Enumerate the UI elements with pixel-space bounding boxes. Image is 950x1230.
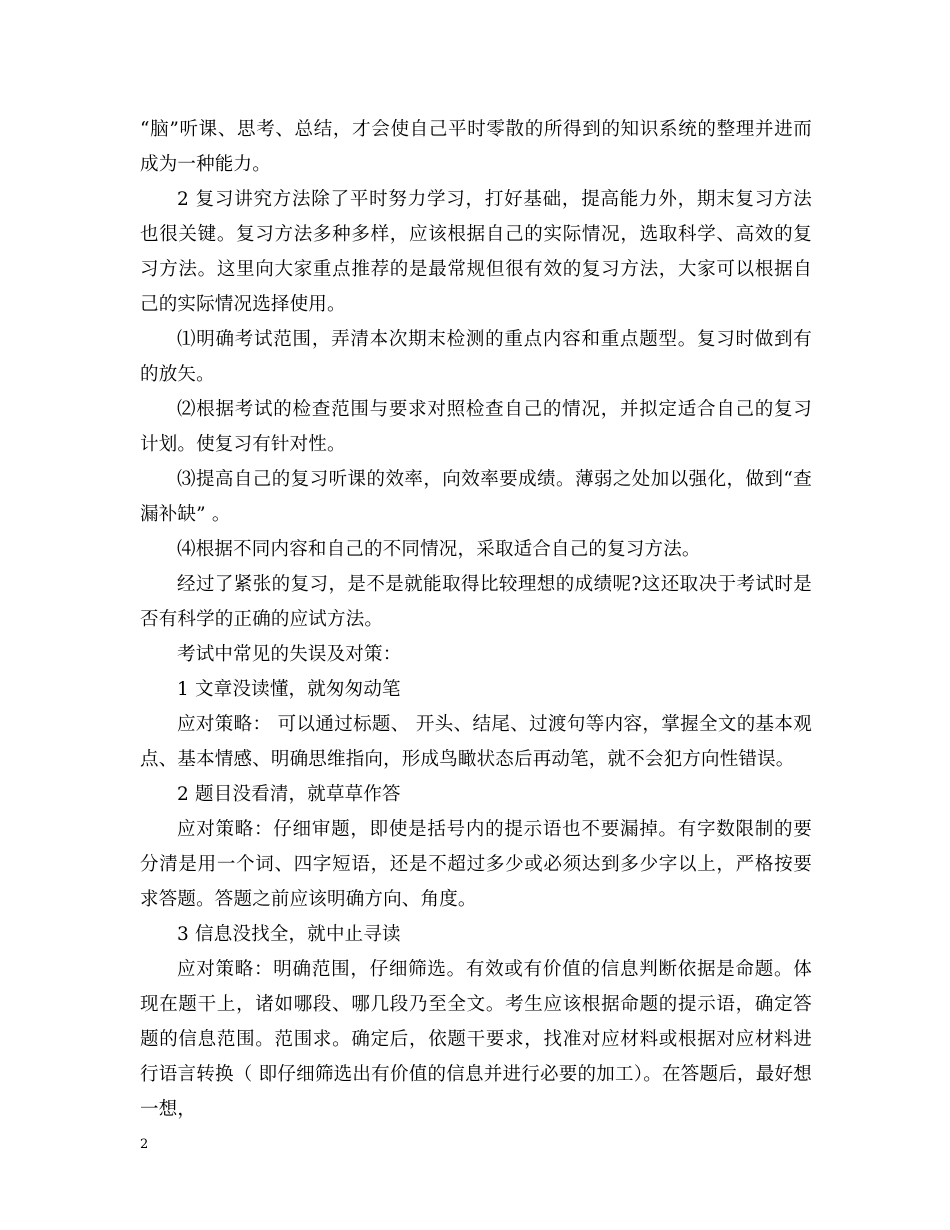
paragraph-step-4: ⑷根据不同内容和自己的不同情况，采取适合自己的复习方法。 [177, 539, 701, 560]
page-number: 2 [140, 1137, 149, 1152]
paragraph-step-2: ⑵根据考试的检查范围与要求对照检查自己的情况，并拟定适合自己的复习计划。使复习有针对性。 [140, 399, 812, 455]
paragraph-step-3: ⑶提高自己的复习听课的效率，向效率要成绩。薄弱之处加以强化，做到“查漏补缺” 。 [140, 469, 812, 525]
strategy-paragraph-2: 应对策略：仔细审题，即使是括号内的提示语也不要漏掉。有字数限制的要分清是用一个词、四字短语，还是不超过多少或必须达到多少字以上，严格按要求答题。答题之前应该明确方向、角度。 [140, 819, 812, 910]
paragraph-continuation: “脑”听课、思考、总结，才会使自己平时零散的所得到的知识系统的整理并进而成为一种能力。 [140, 119, 812, 175]
mistake-heading-1: 1 文章没读懂，就匆匆动笔 [177, 679, 401, 700]
paragraph-step-1: ⑴明确考试范围，弄清本次期末检测的重点内容和重点题型。复习时做到有的放矢。 [140, 329, 812, 385]
paragraph-exam-method: 经过了紧张的复习，是不是就能取得比较理想的成绩呢?这还取决于考试时是否有科学的正确的应试方法。 [140, 574, 812, 630]
section-heading-mistakes: 考试中常见的失误及对策： [177, 644, 402, 665]
strategy-paragraph-3: 应对策略：明确范围，仔细筛选。有效或有价值的信息判断依据是命题。体现在题干上，诸如哪段、哪几段乃至全文。考生应该根据命题的提示语，确定答题的信息范围。范围求。确定后，依题干要求，找准对应材料或根据对应材料进行语言转换（ 即仔细筛选出有价值的信息并进行必要的加工）。在答题后，最好想一想， [140, 959, 812, 1120]
paragraph-review-method: 2 复习讲究方法除了平时努力学习，打好基础，提高能力外，期末复习方法也很关键。复习方法多种多样，应该根据自己的实际情况，选取科学、高效的复习方法。这里向大家重点推荐的是最常规但很有效的复习方法，大家可以根据自己的实际情况选择使用。 [140, 189, 812, 315]
mistake-heading-2: 2 题目没看清，就草草作答 [177, 784, 401, 805]
body-text [140, 112, 812, 1127]
strategy-paragraph-1: 应对策略： 可以通过标题、 开头、结尾、过渡句等内容，掌握全文的基本观点、基本情感、明确思维指向，形成鸟瞰状态后再动笔，就不会犯方向性错误。 [140, 714, 812, 770]
mistake-heading-3: 3 信息没找全，就中止寻读 [177, 924, 401, 945]
